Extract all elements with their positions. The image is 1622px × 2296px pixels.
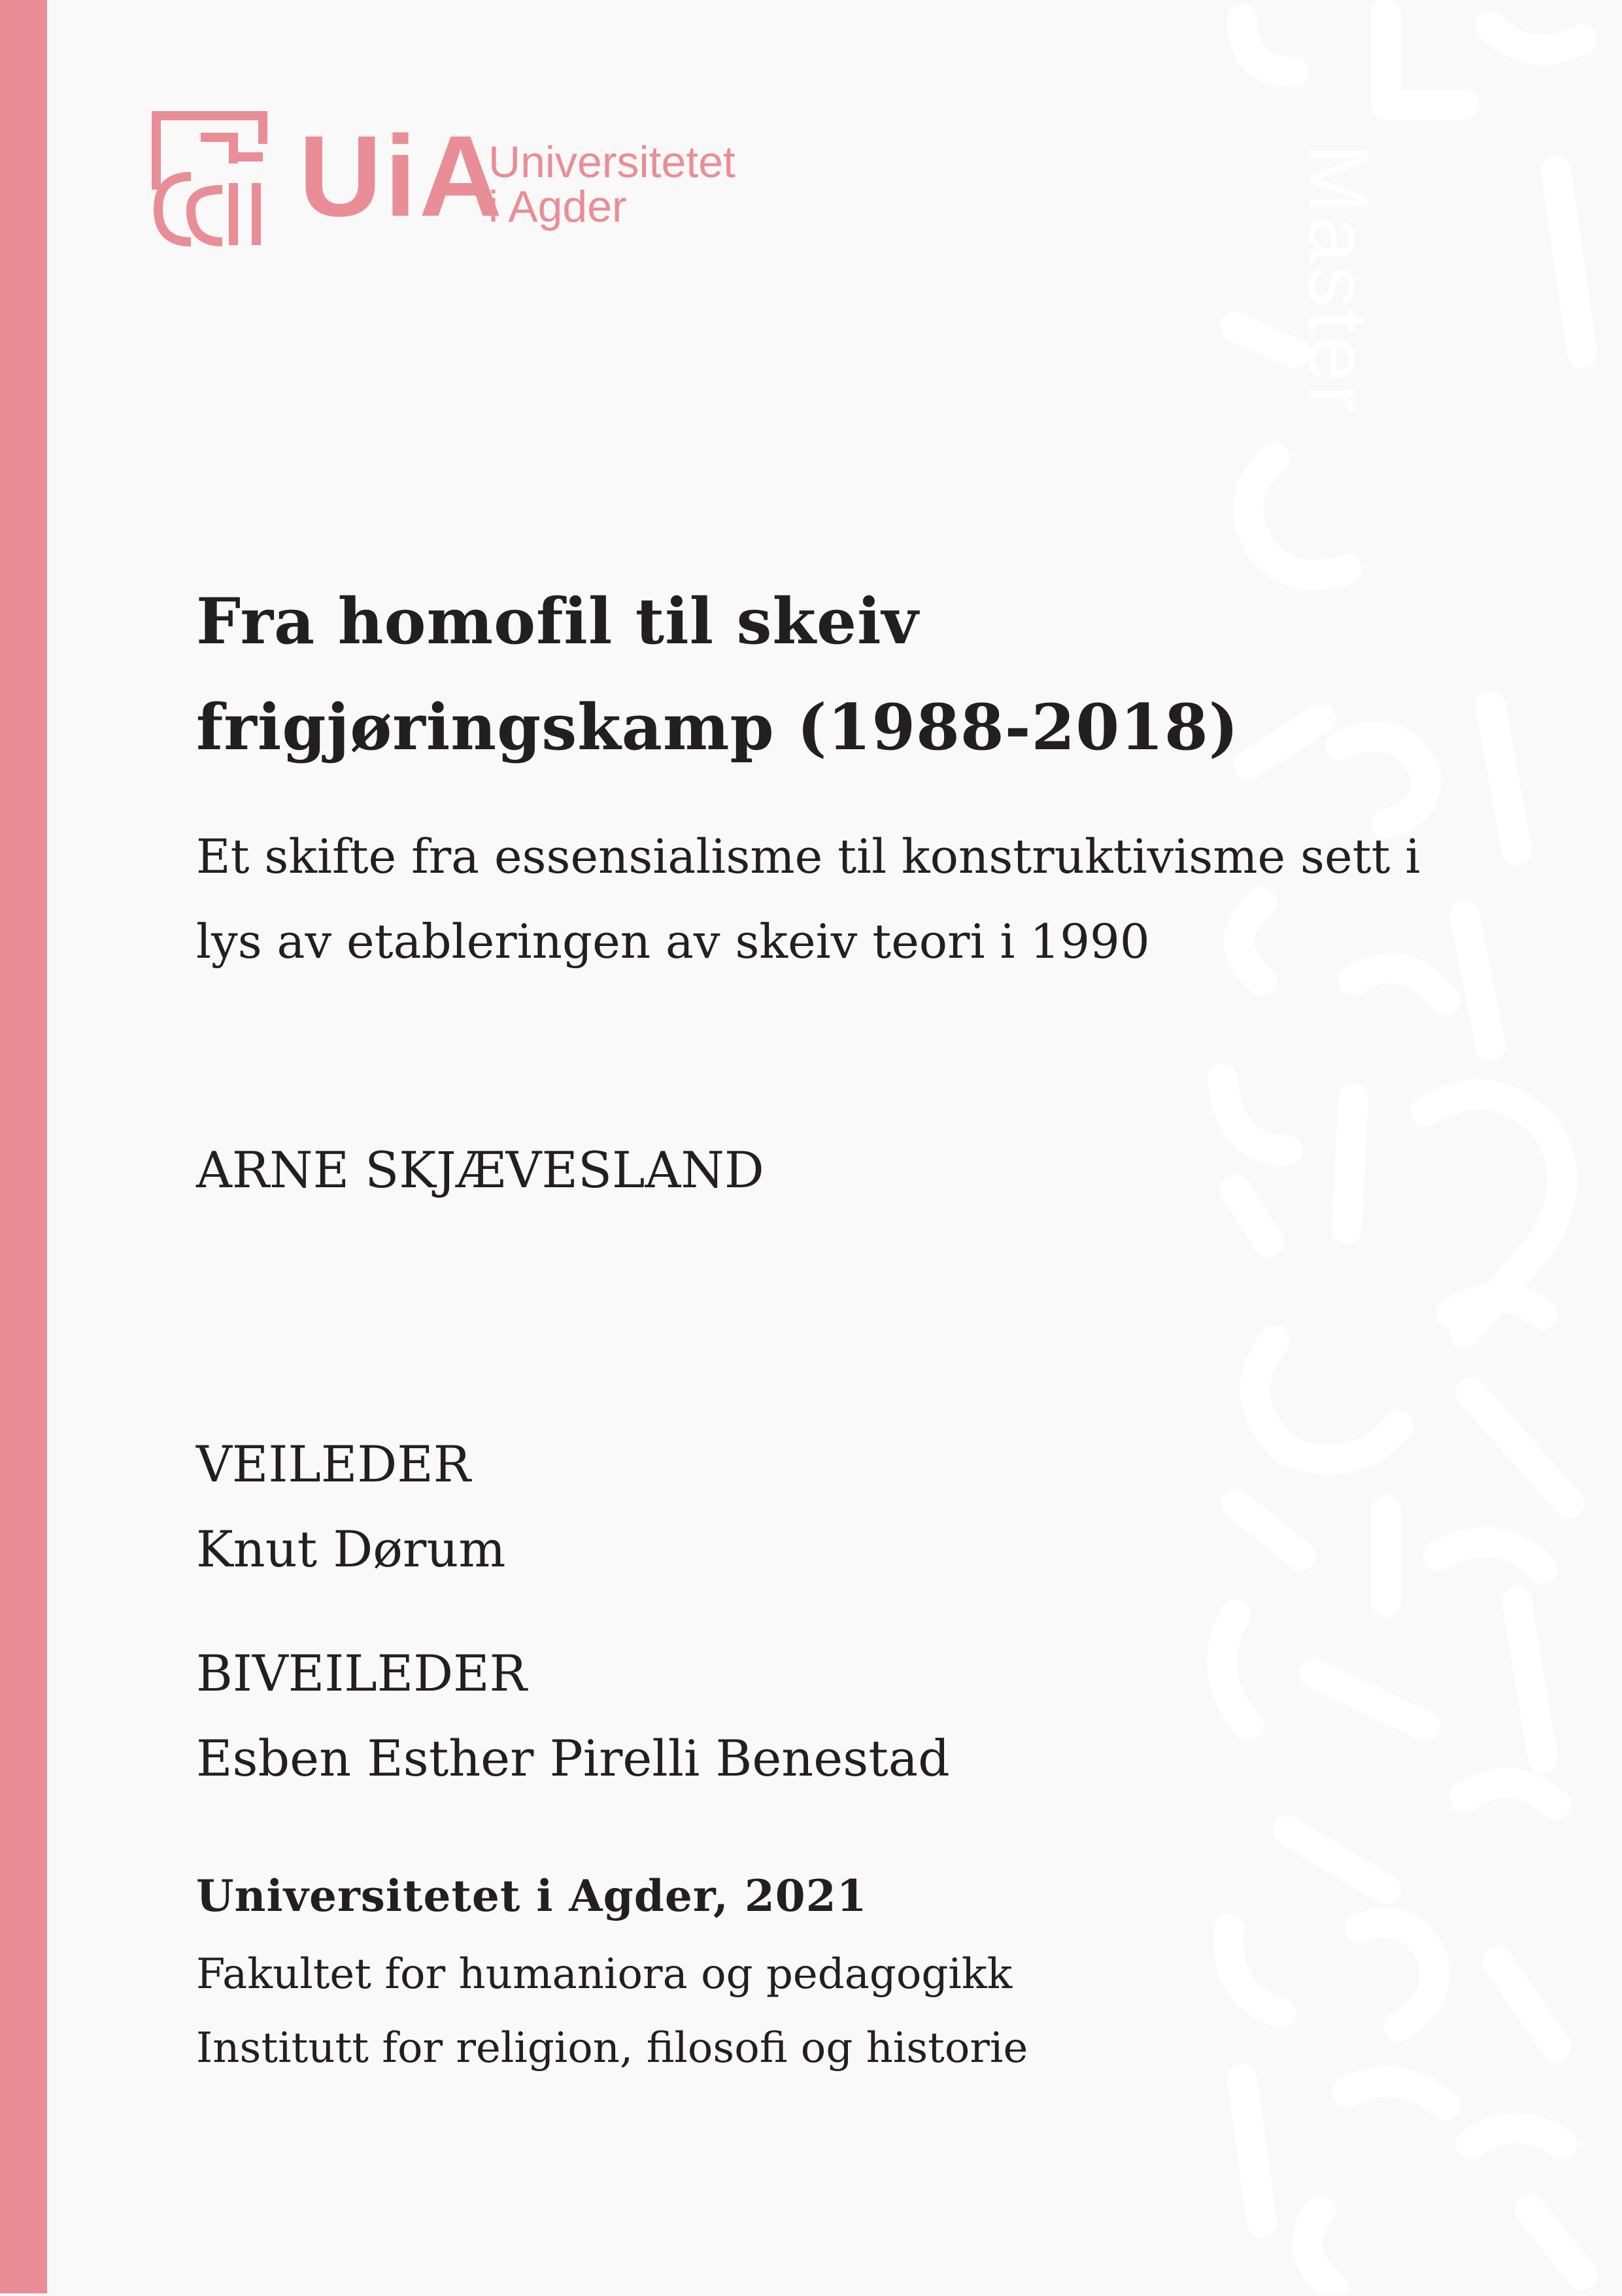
supervisor-label: VEILEDER (196, 1435, 471, 1493)
thesis-subtitle: Et skifte fra essensialisme til konstruktivisme sett i lys av etableringen av skeiv teori i 1990 (196, 829, 1421, 969)
co-supervisor-label: BIVEILEDER (196, 1644, 527, 1702)
watermark-master-text: Master (1291, 144, 1385, 416)
uia-logo-mark (152, 111, 269, 248)
logo-name-line-1: Universitetet (488, 137, 735, 187)
thesis-title: Fra homofil til skeiv frigjøringskamp (1988-2018) (196, 584, 1240, 764)
logo-name-line-2: i Agder (488, 182, 627, 231)
faculty-name: Fakultet for humaniora og pedagogikk (196, 1950, 1013, 1999)
logo-acronym: UiA (299, 112, 505, 241)
watermark-decoration (1190, 0, 1622, 2293)
co-supervisor-name: Esben Esther Pirelli Benestad (196, 1729, 950, 1787)
accent-side-bar (0, 0, 47, 2293)
department-name: Institutt for religion, filosofi og historie (196, 2024, 1028, 2072)
university-year: Universitetet i Agder, 2021 (196, 1870, 868, 1921)
supervisor-name: Knut Dørum (196, 1520, 506, 1578)
watermark-pattern-graphic (1190, 0, 1622, 2293)
author-name: ARNE SKJÆVESLAND (196, 1141, 764, 1199)
uia-logo (152, 111, 779, 255)
logo-university-name (488, 137, 735, 231)
